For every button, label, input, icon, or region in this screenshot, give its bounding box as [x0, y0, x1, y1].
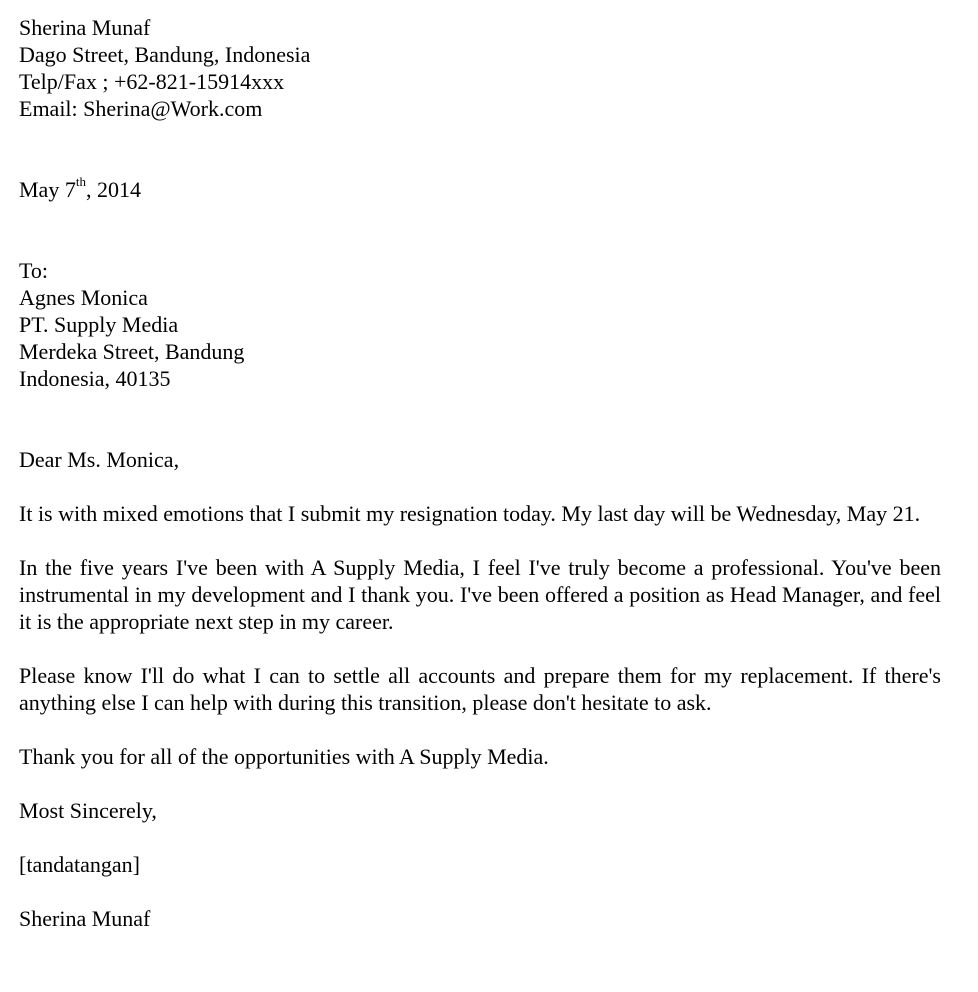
sender-block	[19, 14, 941, 122]
date-month-day: May 7	[19, 177, 76, 202]
date-year: , 2014	[85, 177, 141, 202]
body-paragraph-2: In the five years I've been with A Supply Media, I feel I've truly become a professional. You've been instrumental in my development and I thank you. I've been offered a position as Head Manager, and feel it is the appropriate next step in my career.	[19, 555, 941, 634]
signer-name: Sherina Munaf	[19, 906, 151, 931]
recipient-to-label: To:	[19, 258, 49, 283]
recipient-country-zip: Indonesia, 40135	[19, 366, 171, 391]
salutation: Dear Ms. Monica,	[19, 447, 180, 472]
recipient-name: Agnes Monica	[19, 285, 148, 310]
closing: Most Sincerely,	[19, 798, 157, 823]
recipient-company: PT. Supply Media	[19, 312, 179, 337]
sender-address: Dago Street, Bandung, Indonesia	[19, 42, 311, 67]
signature-placeholder: [tandatangan]	[19, 852, 140, 877]
recipient-block	[19, 257, 941, 392]
sender-phone: Telp/Fax ; +62-821-15914xxx	[19, 69, 285, 94]
letter-page	[19, 14, 941, 932]
letter-date	[19, 173, 941, 203]
body-paragraph-3: Please know I'll do what I can to settle all accounts and prepare them for my replacement. If there's anything else I can help with during this transition, please don't hesitate to ask.	[19, 663, 941, 715]
recipient-street: Merdeka Street, Bandung	[19, 339, 245, 364]
body-paragraph-1: It is with mixed emotions that I submit my resignation today. My last day will be Wednesday, May 21.	[19, 501, 921, 526]
sender-email: Email: Sherina@Work.com	[19, 96, 263, 121]
sender-name: Sherina Munaf	[19, 15, 151, 40]
date-ordinal-suffix: th	[75, 173, 86, 189]
body-paragraph-4: Thank you for all of the opportunities with A Supply Media.	[19, 744, 549, 769]
